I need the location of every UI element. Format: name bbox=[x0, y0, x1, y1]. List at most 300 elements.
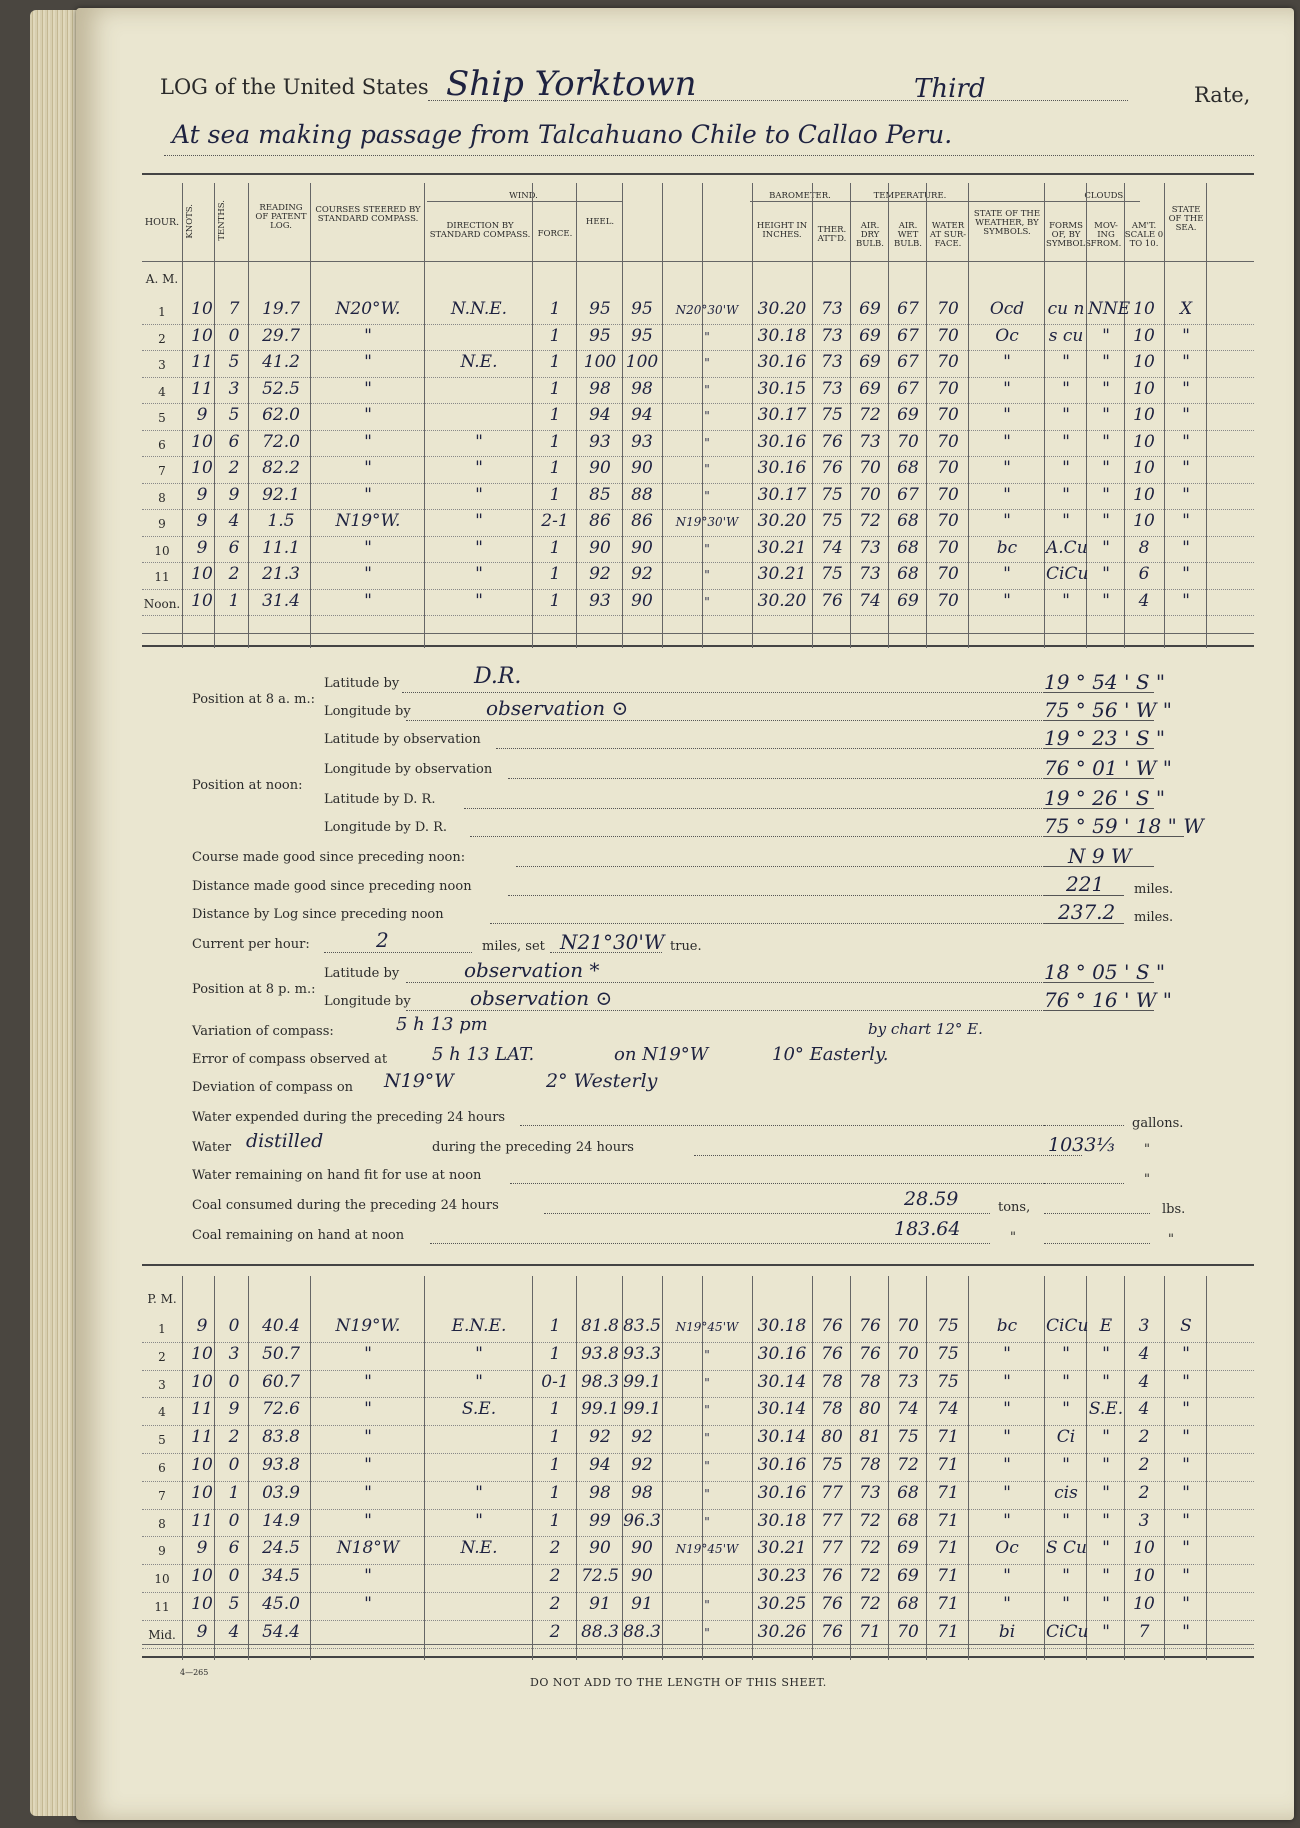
am-cell-sea: " bbox=[1182, 484, 1190, 505]
pm-cell-knots: 9 bbox=[196, 1316, 208, 1336]
pm-cell-weather: bc bbox=[996, 1316, 1018, 1336]
pm-cell-wet: 69 bbox=[897, 1538, 919, 1559]
am-cell-forms: " bbox=[1062, 352, 1070, 372]
pm-cell-force: 1 bbox=[549, 1399, 561, 1420]
distance-log-label: Distance by Log since preceding noon bbox=[192, 907, 444, 922]
pm-cell-weather: " bbox=[1003, 1455, 1011, 1475]
lon-8pm-method: observation ⊙ bbox=[470, 986, 613, 1010]
pm-cell-log: 24.5 bbox=[262, 1538, 300, 1559]
am-cell-amount: 10 bbox=[1133, 325, 1155, 346]
underline bbox=[1044, 866, 1154, 867]
am-cell-water: 70 bbox=[937, 405, 959, 425]
pm-cell-ther: 76 bbox=[821, 1343, 843, 1364]
pm-cell-heel2: 90 bbox=[631, 1538, 653, 1559]
current-set-label: miles, set bbox=[482, 939, 545, 954]
pm-cell-log: 93.8 bbox=[262, 1455, 300, 1475]
pm-cell-weather: " bbox=[1003, 1594, 1011, 1614]
hdr-knots: KNOTS. bbox=[185, 204, 195, 239]
lon-dr-label: Longitude by D. R. bbox=[324, 820, 447, 835]
am-cell-heel2: 88 bbox=[631, 484, 653, 505]
am-cell-force: 1 bbox=[549, 325, 561, 346]
pm-cell-sea: " bbox=[1182, 1482, 1190, 1503]
am-cell-baro: 30.16 bbox=[757, 431, 807, 452]
pm-cell-extra: " bbox=[704, 1598, 710, 1612]
am-cell-wind: N.N.E. bbox=[450, 299, 508, 319]
am-cell-amount: 10 bbox=[1133, 378, 1155, 399]
dotline bbox=[402, 692, 1082, 693]
am-cell-course: " bbox=[364, 431, 372, 452]
pm-cell-log: 34.5 bbox=[262, 1566, 300, 1587]
rate-label: Rate, bbox=[1194, 83, 1251, 107]
pm-cell-water: 71 bbox=[937, 1594, 959, 1614]
am-cell-wet: 67 bbox=[897, 325, 919, 346]
am-cell-weather: " bbox=[1003, 511, 1011, 531]
am-cell-water: 70 bbox=[937, 352, 959, 372]
am-cell-force: 1 bbox=[549, 378, 561, 399]
am-hour-cell: 9 bbox=[158, 517, 166, 531]
pm-hour-cell: 6 bbox=[158, 1461, 166, 1475]
pm-cell-amount: 2 bbox=[1138, 1482, 1150, 1503]
pm-cell-ther: 76 bbox=[821, 1621, 843, 1642]
am-hour-cell: 4 bbox=[158, 384, 166, 399]
hdr-baro-ther: THER. ATT'D. bbox=[817, 225, 847, 244]
pm-cell-forms: " bbox=[1062, 1399, 1070, 1420]
pm-cell-water: 74 bbox=[937, 1399, 959, 1420]
am-cell-dry: 73 bbox=[859, 537, 881, 558]
am-cell-forms: s cu bbox=[1048, 325, 1084, 346]
am-cell-tenths: 3 bbox=[228, 378, 240, 399]
pm-cell-sea: " bbox=[1182, 1566, 1190, 1587]
am-cell-extra: " bbox=[704, 462, 710, 476]
gallons-label: gallons. bbox=[1132, 1116, 1184, 1131]
coal-remaining-ditto-2: " bbox=[1168, 1232, 1174, 1247]
pm-cell-wet: 69 bbox=[897, 1566, 919, 1587]
am-cell-baro: 30.21 bbox=[757, 537, 807, 558]
pm-column-rule bbox=[1206, 1276, 1207, 1660]
pm-cell-heel2: 92 bbox=[631, 1427, 653, 1448]
am-row-rule bbox=[142, 483, 1254, 484]
pm-cell-weather: " bbox=[1003, 1510, 1011, 1531]
pm-cell-water: 75 bbox=[937, 1343, 959, 1364]
am-cell-tenths: 9 bbox=[228, 484, 240, 505]
hdr-barometer: BAROMETER. bbox=[769, 191, 831, 201]
pm-column-rule bbox=[424, 1276, 425, 1660]
lat-8pm-label: Latitude by bbox=[324, 966, 400, 981]
pm-cell-tenths: 5 bbox=[228, 1594, 240, 1614]
pm-cell-weather: " bbox=[1003, 1482, 1011, 1503]
pm-cell-weather: " bbox=[1003, 1399, 1011, 1420]
am-cell-dry: 70 bbox=[859, 484, 881, 505]
pm-cell-extra: " bbox=[704, 1625, 710, 1640]
pm-cell-wind: " bbox=[475, 1482, 483, 1503]
pm-cell-heel1: 93.8 bbox=[581, 1343, 619, 1364]
pm-cell-wet: 70 bbox=[897, 1621, 919, 1642]
am-cell-ther: 76 bbox=[821, 590, 843, 611]
dotline bbox=[1044, 1183, 1124, 1184]
pm-cell-tenths: 9 bbox=[228, 1399, 240, 1420]
course-value: N 9 W bbox=[1068, 844, 1132, 868]
am-row-rule bbox=[142, 350, 1254, 351]
hdr-water-surface: WATER AT SUR-FACE. bbox=[929, 221, 967, 249]
pm-cell-ther: 78 bbox=[821, 1399, 843, 1420]
am-cell-forms: CiCu bbox=[1046, 564, 1089, 584]
pm-cell-log: 40.4 bbox=[262, 1316, 300, 1336]
hdr-tenths: TENTHS. bbox=[217, 200, 227, 241]
pm-cell-baro: 30.14 bbox=[757, 1399, 807, 1420]
ship-name: Ship Yorktown bbox=[446, 64, 697, 104]
am-column-rule bbox=[532, 183, 533, 648]
am-cell-baro: 30.20 bbox=[757, 511, 807, 531]
pm-cell-course: N19°W. bbox=[335, 1316, 401, 1336]
underline bbox=[1044, 720, 1154, 721]
am-cell-heel1: 85 bbox=[589, 484, 611, 505]
am-cell-forms: " bbox=[1062, 378, 1070, 399]
lon-obs-value: 76 ° 01 ' W " bbox=[1044, 756, 1172, 780]
dotline bbox=[406, 982, 1082, 983]
am-cell-sea: " bbox=[1182, 352, 1190, 372]
am-column-rule bbox=[926, 183, 927, 648]
am-cell-force: 1 bbox=[549, 484, 561, 505]
pm-row-rule bbox=[142, 1397, 1254, 1398]
am-cell-course: " bbox=[364, 484, 372, 505]
pm-cell-heel2: 90 bbox=[631, 1566, 653, 1587]
dotline bbox=[1044, 1243, 1150, 1244]
am-column-rule bbox=[1044, 183, 1045, 648]
pm-cell-forms: " bbox=[1062, 1510, 1070, 1531]
am-cell-tenths: 7 bbox=[228, 299, 240, 319]
am-cell-amount: 10 bbox=[1133, 511, 1155, 531]
hdr-cloud-amount: AM'T. SCALE 0 TO 10. bbox=[1124, 221, 1164, 249]
pm-hour-cell: 11 bbox=[154, 1600, 170, 1614]
pm-cell-amount: 10 bbox=[1133, 1594, 1155, 1614]
lat-dr-value: 19 ° 26 ' S " bbox=[1044, 786, 1166, 810]
pm-hour-cell: 9 bbox=[158, 1544, 166, 1559]
pm-cell-sea: " bbox=[1182, 1371, 1190, 1392]
am-cell-amount: 4 bbox=[1138, 590, 1150, 611]
am-cell-wet: 70 bbox=[897, 431, 919, 452]
pm-row-rule bbox=[142, 1648, 1254, 1649]
lon-8pm-label: Longitude by bbox=[324, 994, 411, 1009]
pm-cell-heel2: 98 bbox=[631, 1482, 653, 1503]
form-number: 4—265 bbox=[180, 1668, 209, 1677]
pm-cell-knots: 10 bbox=[191, 1371, 213, 1392]
pm-cell-ther: 80 bbox=[821, 1427, 843, 1448]
am-cell-heel1: 94 bbox=[589, 405, 611, 425]
am-cell-log: 19.7 bbox=[262, 299, 300, 319]
pm-hour-cell: 7 bbox=[158, 1488, 166, 1503]
pm-cell-wet: 68 bbox=[897, 1482, 919, 1503]
pm-cell-knots: 10 bbox=[191, 1455, 213, 1475]
am-cell-water: 70 bbox=[937, 378, 959, 399]
am-cell-tenths: 5 bbox=[228, 405, 240, 425]
am-column-rule bbox=[424, 183, 425, 648]
pm-cell-heel1: 91 bbox=[589, 1594, 611, 1614]
am-cell-baro: 30.20 bbox=[757, 299, 807, 319]
pm-cell-dry: 72 bbox=[859, 1594, 881, 1614]
lon-dr-value: 75 ° 59 ' 18 " W bbox=[1044, 814, 1204, 838]
pm-cell-ther: 76 bbox=[821, 1566, 843, 1587]
pm-cell-amount: 7 bbox=[1138, 1621, 1150, 1642]
pm-cell-ther: 76 bbox=[821, 1594, 843, 1614]
underline bbox=[1044, 923, 1124, 924]
am-cell-heel1: 93 bbox=[589, 431, 611, 452]
water-distilled-value: 1033⅓ bbox=[1048, 1134, 1115, 1156]
am-cell-wet: 67 bbox=[897, 299, 919, 319]
am-cell-weather: " bbox=[1003, 484, 1011, 505]
dotline bbox=[694, 1155, 1082, 1156]
am-cell-forms: " bbox=[1062, 431, 1070, 452]
am-cell-moving: " bbox=[1102, 352, 1110, 372]
pm-cell-baro: 30.14 bbox=[757, 1371, 807, 1392]
am-cell-wet: 68 bbox=[897, 537, 919, 558]
am-cell-force: 1 bbox=[549, 537, 561, 558]
am-cell-wind: " bbox=[475, 511, 483, 531]
pm-cell-log: 50.7 bbox=[262, 1343, 300, 1364]
pm-column-rule bbox=[662, 1276, 663, 1660]
pm-cell-moving: " bbox=[1102, 1566, 1110, 1587]
coal-remaining-label: Coal remaining on hand at noon bbox=[192, 1228, 405, 1243]
am-cell-tenths: 6 bbox=[228, 537, 240, 558]
am-cell-tenths: 1 bbox=[228, 590, 240, 611]
am-cell-extra: " bbox=[704, 568, 710, 582]
coal-consumed-label: Coal consumed during the preceding 24 hours bbox=[192, 1198, 499, 1213]
pm-cell-heel2: 96.3 bbox=[623, 1510, 661, 1531]
am-cell-course: N19°W. bbox=[335, 511, 401, 531]
pm-cell-log: 54.4 bbox=[262, 1621, 300, 1642]
current-true-label: true. bbox=[670, 939, 702, 954]
pm-row-rule bbox=[142, 1620, 1254, 1621]
pm-cell-wind: E.N.E. bbox=[451, 1316, 507, 1336]
pm-cell-baro: 30.18 bbox=[757, 1316, 807, 1336]
am-cell-baro: 30.20 bbox=[757, 590, 807, 611]
am-cell-water: 70 bbox=[937, 590, 959, 611]
pm-cell-force: 1 bbox=[549, 1316, 561, 1336]
am-cell-course: " bbox=[364, 537, 372, 558]
pm-cell-dry: 76 bbox=[859, 1316, 881, 1336]
am-cell-course: " bbox=[364, 458, 372, 478]
am-cell-heel2: 90 bbox=[631, 458, 653, 478]
am-row-rule bbox=[142, 589, 1254, 590]
dotline bbox=[490, 923, 1082, 924]
underline bbox=[1044, 895, 1124, 896]
pm-cell-amount: 4 bbox=[1138, 1371, 1150, 1392]
am-hour-cell: 7 bbox=[158, 464, 166, 478]
pm-cell-wet: 70 bbox=[897, 1343, 919, 1364]
hdr-temperature: TEMPERATURE. bbox=[873, 191, 947, 201]
am-row-rule bbox=[142, 377, 1254, 378]
am-cell-water: 70 bbox=[937, 325, 959, 346]
dotline bbox=[470, 836, 1082, 837]
water-distilled: distilled bbox=[246, 1130, 324, 1152]
pm-cell-ther: 77 bbox=[821, 1482, 843, 1503]
am-column-rule bbox=[812, 183, 813, 648]
dotline bbox=[510, 1183, 1082, 1184]
pm-cell-force: 2 bbox=[549, 1566, 561, 1587]
am-cell-heel1: 92 bbox=[589, 564, 611, 584]
am-cell-forms: " bbox=[1062, 458, 1070, 478]
pm-cell-heel1: 98.3 bbox=[581, 1371, 619, 1392]
pm-column-rule bbox=[182, 1276, 183, 1660]
pm-cell-force: 1 bbox=[549, 1455, 561, 1475]
am-cell-ther: 76 bbox=[821, 431, 843, 452]
dotline bbox=[508, 778, 1082, 779]
hdr-cloud-forms: FORMS OF, BY SYMBOLS. bbox=[1046, 221, 1094, 249]
pm-cell-ther: 78 bbox=[821, 1371, 843, 1392]
pm-cell-knots: 11 bbox=[191, 1399, 213, 1420]
underline bbox=[1044, 982, 1154, 983]
pm-column-rule bbox=[1044, 1276, 1045, 1660]
lat-obs-label: Latitude by observation bbox=[324, 732, 481, 747]
coal-consumed-value: 28.59 bbox=[904, 1188, 959, 1210]
am-cell-water: 70 bbox=[937, 431, 959, 452]
pm-cell-course: N18°W bbox=[336, 1538, 400, 1559]
am-cell-tenths: 4 bbox=[228, 511, 240, 531]
pm-cell-wet: 68 bbox=[897, 1594, 919, 1614]
dotline bbox=[516, 866, 1082, 867]
pm-cell-log: 60.7 bbox=[262, 1371, 300, 1392]
pm-cell-amount: 4 bbox=[1138, 1399, 1150, 1420]
am-cell-dry: 69 bbox=[859, 352, 881, 372]
lon-8am-method: observation ⊙ bbox=[486, 696, 629, 720]
pm-cell-amount: 10 bbox=[1133, 1566, 1155, 1587]
pm-cell-extra: " bbox=[704, 1486, 710, 1501]
pm-cell-weather: bi bbox=[998, 1621, 1016, 1642]
am-cell-forms: cu n bbox=[1047, 299, 1085, 319]
am-cell-moving: " bbox=[1102, 378, 1110, 399]
pm-cell-extra: N19°45'W bbox=[675, 1542, 739, 1557]
pm-hour-cell: 1 bbox=[158, 1322, 166, 1336]
pm-cell-water: 75 bbox=[937, 1316, 959, 1336]
pm-cell-heel1: 99 bbox=[589, 1510, 611, 1531]
am-cell-heel2: 93 bbox=[631, 431, 653, 452]
pm-cell-weather: " bbox=[1003, 1343, 1011, 1364]
am-cell-knots: 11 bbox=[191, 378, 213, 399]
am-cell-tenths: 0 bbox=[228, 325, 240, 346]
am-cell-baro: 30.16 bbox=[757, 352, 807, 372]
pm-cell-wet: 72 bbox=[897, 1455, 919, 1475]
am-cell-course: " bbox=[364, 405, 372, 425]
am-cell-heel1: 86 bbox=[589, 511, 611, 531]
pm-cell-tenths: 6 bbox=[228, 1538, 240, 1559]
am-cell-weather: " bbox=[1003, 378, 1011, 399]
error-course: on N19°W bbox=[614, 1044, 709, 1065]
am-label: A. M. bbox=[145, 272, 179, 286]
pm-cell-baro: 30.26 bbox=[757, 1621, 807, 1642]
dotline bbox=[1044, 1125, 1124, 1126]
pm-cell-forms: CiCu bbox=[1046, 1621, 1089, 1642]
pm-row-rule bbox=[142, 1481, 1254, 1482]
pm-cell-force: 1 bbox=[549, 1510, 561, 1531]
pm-cell-knots: 11 bbox=[191, 1427, 213, 1448]
pm-cell-water: 71 bbox=[937, 1510, 959, 1531]
am-cell-knots: 10 bbox=[191, 564, 213, 584]
am-cell-knots: 9 bbox=[196, 484, 208, 505]
pm-cell-log: 03.9 bbox=[262, 1482, 300, 1503]
pm-cell-baro: 30.18 bbox=[757, 1510, 807, 1531]
am-cell-extra: " bbox=[704, 356, 710, 370]
am-cell-water: 70 bbox=[937, 299, 959, 319]
am-column-rule bbox=[182, 183, 183, 648]
pm-cell-knots: 11 bbox=[191, 1510, 213, 1531]
lbs-label: lbs. bbox=[1162, 1202, 1186, 1217]
am-hour-cell: 10 bbox=[154, 543, 170, 558]
am-cell-weather: " bbox=[1003, 352, 1011, 372]
pm-cell-forms: S Cu bbox=[1046, 1538, 1088, 1559]
am-cell-forms: " bbox=[1062, 590, 1070, 611]
am-cell-dry: 73 bbox=[859, 564, 881, 584]
am-hour-cell: 8 bbox=[158, 490, 166, 505]
dotline bbox=[406, 1010, 1082, 1011]
am-cell-weather: " bbox=[1003, 431, 1011, 452]
am-cell-force: 1 bbox=[549, 299, 561, 319]
am-cell-heel2: 90 bbox=[631, 590, 653, 611]
am-hour-cell: 3 bbox=[158, 358, 166, 372]
am-cell-wet: 67 bbox=[897, 352, 919, 372]
am-cell-heel1: 95 bbox=[589, 325, 611, 346]
sheet-notice: DO NOT ADD TO THE LENGTH OF THIS SHEET. bbox=[530, 1676, 827, 1689]
pm-cell-moving: " bbox=[1102, 1371, 1110, 1392]
am-cell-knots: 9 bbox=[196, 405, 208, 425]
pm-cell-dry: 76 bbox=[859, 1343, 881, 1364]
am-cell-knots: 11 bbox=[191, 352, 213, 372]
am-row-rule bbox=[142, 456, 1254, 457]
am-column-rule bbox=[968, 183, 969, 648]
pm-hour-cell: 2 bbox=[158, 1349, 166, 1364]
pm-label: P. M. bbox=[147, 1292, 177, 1306]
am-cell-force: 1 bbox=[549, 352, 561, 372]
pm-cell-wind: " bbox=[475, 1343, 483, 1364]
pm-cell-water: 71 bbox=[937, 1427, 959, 1448]
am-cell-ther: 73 bbox=[821, 352, 843, 372]
am-cell-heel1: 100 bbox=[583, 352, 617, 372]
pm-cell-extra: " bbox=[704, 1375, 710, 1390]
pm-cell-amount: 2 bbox=[1138, 1427, 1150, 1448]
am-cell-ther: 73 bbox=[821, 378, 843, 399]
book-page-edges bbox=[30, 10, 82, 1816]
am-cell-extra: " bbox=[704, 541, 710, 556]
pm-cell-heel1: 88.3 bbox=[581, 1621, 619, 1642]
pm-cell-dry: 73 bbox=[859, 1482, 881, 1503]
am-cell-dry: 73 bbox=[859, 431, 881, 452]
am-cell-sea: " bbox=[1182, 378, 1190, 399]
pm-row-rule bbox=[142, 1342, 1254, 1343]
lon-8am-label: Longitude by bbox=[324, 704, 411, 719]
am-cell-course: " bbox=[364, 564, 372, 584]
pm-row-rule bbox=[142, 1509, 1254, 1510]
pm-cell-extra: " bbox=[704, 1431, 710, 1446]
am-cell-wet: 67 bbox=[897, 484, 919, 505]
pm-cell-baro: 30.16 bbox=[757, 1343, 807, 1364]
am-cell-heel2: 86 bbox=[631, 511, 653, 531]
pm-cell-heel2: 99.1 bbox=[623, 1399, 661, 1420]
am-cell-sea: " bbox=[1182, 405, 1190, 425]
pm-cell-sea: " bbox=[1182, 1538, 1190, 1559]
am-cell-force: 1 bbox=[549, 590, 561, 611]
water-distilled-ditto: " bbox=[1144, 1142, 1150, 1157]
underline bbox=[1044, 748, 1154, 749]
pm-cell-course: " bbox=[364, 1566, 372, 1587]
am-cell-knots: 9 bbox=[196, 537, 208, 558]
am-cell-extra: " bbox=[704, 594, 710, 609]
am-cell-baro: 30.21 bbox=[757, 564, 807, 584]
am-cell-weather: " bbox=[1003, 590, 1011, 611]
pm-cell-heel1: 90 bbox=[589, 1538, 611, 1559]
am-column-rule bbox=[850, 183, 851, 648]
am-cell-force: 1 bbox=[549, 405, 561, 425]
pm-cell-ther: 75 bbox=[821, 1455, 843, 1475]
error-value: 10° Easterly. bbox=[772, 1044, 889, 1065]
am-cell-dry: 72 bbox=[859, 511, 881, 531]
